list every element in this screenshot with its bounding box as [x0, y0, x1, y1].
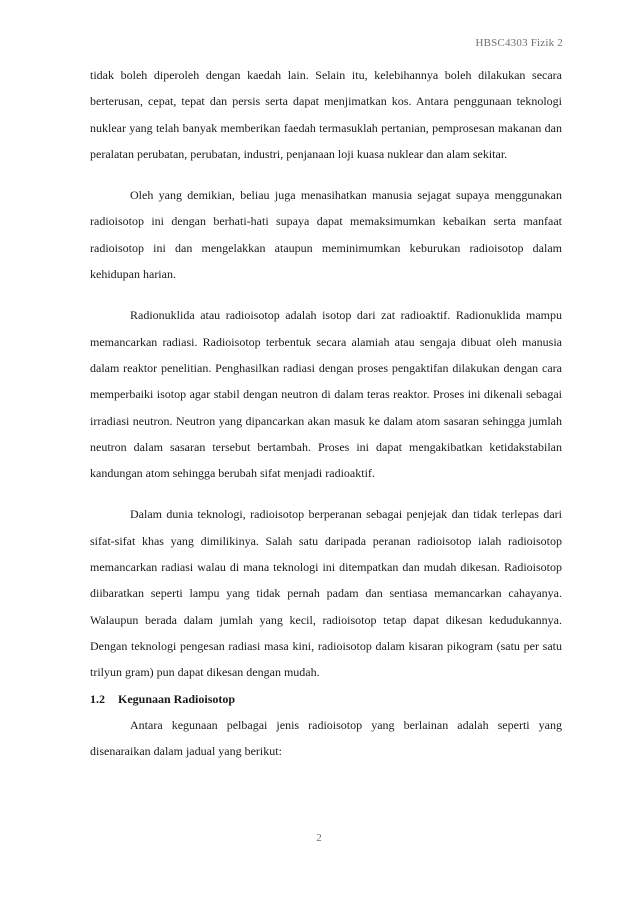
page-number: 2 — [316, 832, 322, 844]
paragraph-advice: Oleh yang demikian, beliau juga menasihatkan manusia sejagat supaya menggunakan radioisotop ini dengan berhati-hati supaya dapat memaksimumkan kebaikan serta manfaat radioisotop ini dan mengelakkan ataupun meminimumkan keburukan radioisotop dalam kehidupan harian. — [90, 188, 562, 282]
paragraph-continuation: tidak boleh diperoleh dengan kaedah lain. Selain itu, kelebihannya boleh dilakukan secara berterusan, cepat, tepat dan persis serta dapat menjimatkan kos. Antara penggunaan teknologi nuklear yang telah banyak memberikan faedah termasuklah pertanian, pemprosesan makanan dan peralatan perubatan, perubatan, industri, penjanaan loji kuasa nuklear dan alam sekitar. — [90, 68, 562, 161]
section-heading — [90, 686, 562, 712]
paragraph-radionuclide: Radionuklida atau radioisotop adalah isotop dari zat radioaktif. Radionuklida mampu memancarkan radiasi. Radioisotop terbentuk secara alamiah atau sengaja dibuat oleh manusia dalam reaktor penelitian. Penghasilkan radiasi dengan proses pengaktifan dilakukan dengan cara memperbaiki isotop agar stabil dengan neutron di dalam teras reaktor. Proses ini dikenali sebagai irradiasi neutron. Neutron yang dipancarkan akan masuk ke dalam atom sasaran sehingga jumlah neutron dalam sasaran tersebut bertambah. Proses ini dapat mengakibatkan ketidakstabilan kandungan atom sehingga berubah sifat menjadi radioaktif. — [90, 308, 562, 481]
page-body — [90, 62, 562, 764]
section-intro: Antara kegunaan pelbagai jenis radioisotop yang berlainan adalah seperti yang disenaraikan dalam jadual yang berikut: — [90, 717, 562, 758]
section-number: 1.2 — [90, 691, 105, 706]
running-header: HBSC4303 Fizik 2 — [475, 37, 563, 49]
section-title: Kegunaan Radioisotop — [118, 691, 236, 706]
paragraph-tracer: Dalam dunia teknologi, radioisotop berperanan sebagai penjejak dan tidak terlepas dari sifat-sifat khas yang dimilikinya. Salah satu daripada peranan radioisotop ialah radioisotop memancarkan radiasi walau di mana teknologi ini ditempatkan dan mudah dikesan. Radioisotop diibaratkan seperti lampu yang tidak pernah padam dan sentiasa memancarkan cahayanya. Walaupun berada dalam jumlah yang kecil, radioisotop tetap dapat dikesan kedudukannya. Dengan teknologi pengesan radiasi masa kini, radioisotop dalam kisaran pikogram (satu per satu trilyun gram) pun dapat dikesan dengan mudah. — [90, 507, 562, 680]
